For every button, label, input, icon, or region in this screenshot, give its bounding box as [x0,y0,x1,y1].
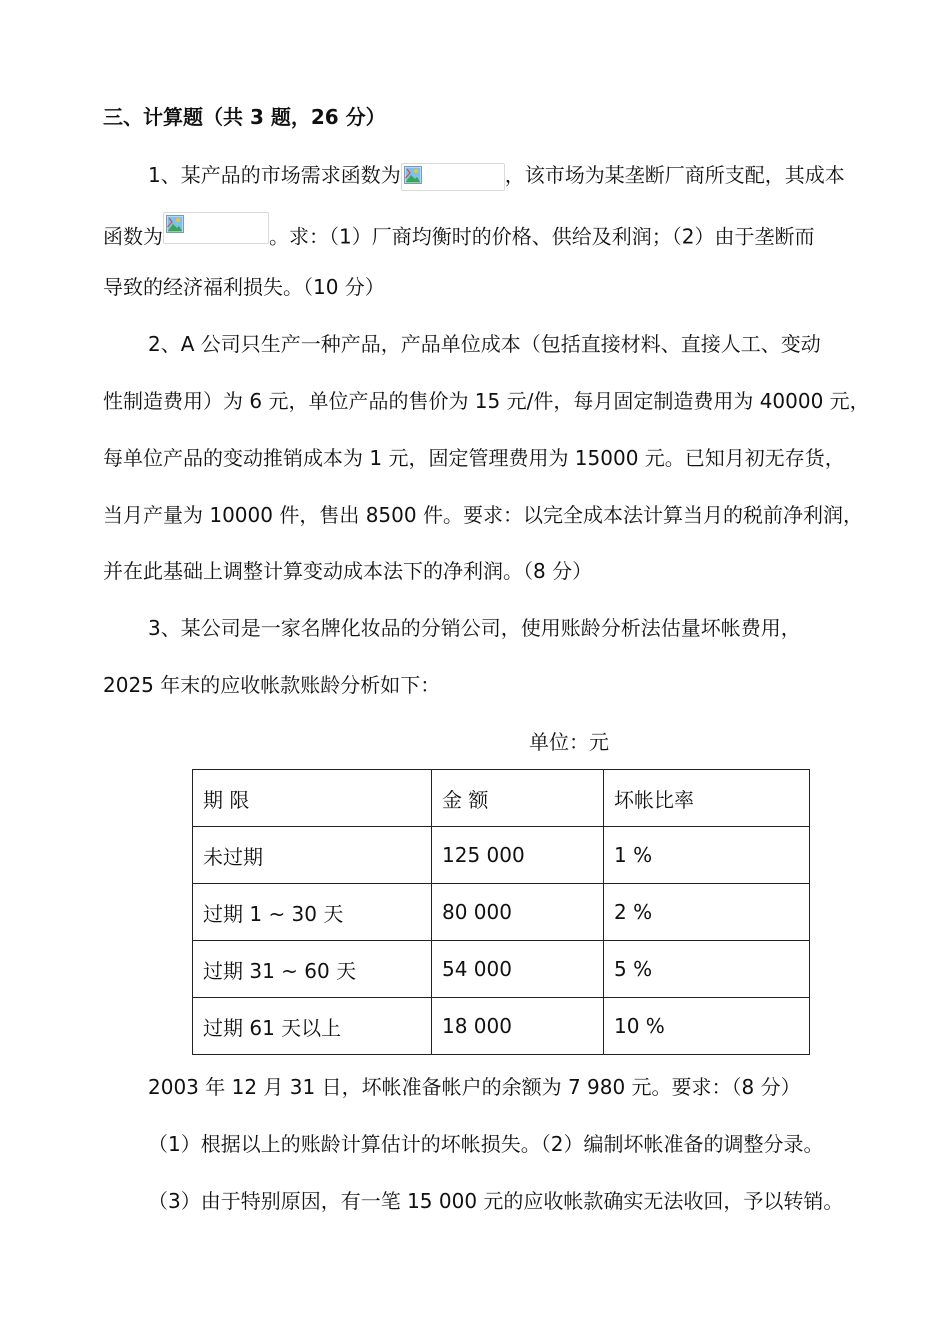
q1-text-1a: 1、某产品的市场需求函数为 [148,163,401,187]
table-row [193,941,810,998]
cell-period: 过期 61 天以上 [193,998,432,1055]
formula-image-cost [163,212,269,244]
q2-line-4: 当月产量为 10000 件，售出 8500 件。要求：以完全成本法计算当月的税前净利润， [103,503,863,527]
q3-line-1: 3、某公司是一家名牌化妆品的分销公司，使用账龄分析法估量坏帐费用， [148,616,801,640]
cell-rate: 10 % [604,998,810,1055]
table-row [193,827,810,884]
header-period: 期 限 [193,770,432,827]
formula-image-demand [401,163,505,191]
cell-period: 过期 31 ~ 60 天 [193,941,432,998]
section-heading: 三、计算题（共 3 题，26 分） [103,105,386,129]
cell-rate: 2 % [604,884,810,941]
q3-requirement-1: （1）根据以上的账龄计算估计的坏帐损失。（2）编制坏帐准备的调整分录。 [148,1132,824,1156]
q2-line-1: 2、A 公司只生产一种产品，产品单位成本（包括直接材料、直接人工、变动 [148,332,821,356]
receivables-aging-table [192,769,810,1055]
cell-period: 未过期 [193,827,432,884]
q2-line-5: 并在此基础上调整计算变动成本法下的净利润。（8 分） [103,559,593,583]
q1-line-2 [103,222,814,254]
table-row [193,884,810,941]
table-row [193,998,810,1055]
broken-image-icon [404,166,422,184]
q1-text-1b: ，该市场为某垄断厂商所支配，其成本 [504,163,845,187]
cell-amount: 54 000 [432,941,604,998]
cell-period: 过期 1 ~ 30 天 [193,884,432,941]
q3-line-2: 2025 年末的应收帐款账龄分析如下： [103,673,441,697]
q3-requirement-2: （3）由于特别原因，有一笔 15 000 元的应收帐款确实无法收回，予以转销。 [148,1189,844,1213]
q1-line-1 [148,161,845,191]
q1-text-2b: 。求：（1）厂商均衡时的价格、供给及利润；（2）由于垄断而 [269,224,815,249]
cell-amount: 80 000 [432,884,604,941]
q2-line-3: 每单位产品的变动推销成本为 1 元，固定管理费用为 15000 元。已知月初无存货， [103,446,845,470]
header-bad-debt-rate: 坏帐比率 [604,770,810,827]
table-unit-label: 单位：元 [529,730,609,754]
q2-line-2: 性制造费用）为 6 元，单位产品的售价为 15 元/件，每月固定制造费用为 40000 元， [103,389,870,413]
table-header-row [193,770,810,827]
header-amount: 金 额 [432,770,604,827]
cell-amount: 125 000 [432,827,604,884]
cell-rate: 5 % [604,941,810,998]
cell-amount: 18 000 [432,998,604,1055]
cell-rate: 1 % [604,827,810,884]
q1-text-2a: 函数为 [103,224,163,249]
broken-image-icon [166,215,184,233]
q1-line-3: 导致的经济福利损失。（10 分） [103,275,385,299]
q3-after-table: 2003 年 12 月 31 日，坏帐准备帐户的余额为 7 980 元。要求：（8 分） [148,1075,801,1099]
